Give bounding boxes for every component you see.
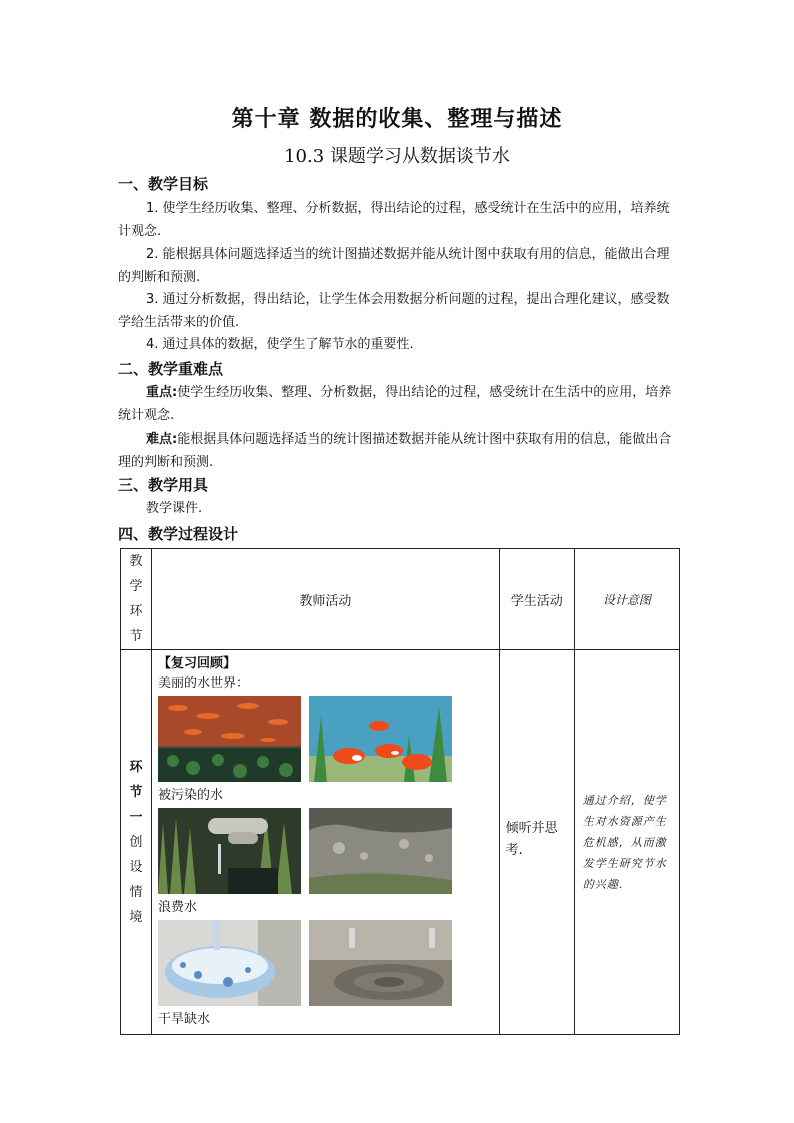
koi-pond-image (158, 696, 301, 782)
polluted-water-image (309, 808, 452, 894)
caption-waste: 浪费水 (158, 900, 198, 915)
key-point-label: 重点: (146, 385, 178, 400)
goal-item: 4. 通过具体的数据，使学生了解节水的重要性. (146, 337, 414, 352)
image-row (158, 808, 493, 894)
segment-char: 创 (129, 834, 143, 850)
header-intent: 设计意图 (574, 549, 679, 650)
tools-heading: 三、教学用具 (118, 476, 209, 494)
page-subtitle: 10.3 课题学习从数据谈节水 (284, 146, 510, 167)
hard-point (118, 428, 678, 474)
table-row (121, 650, 680, 1035)
keypoints-heading: 二、教学重难点 (118, 360, 224, 378)
design-intent-cell: 通过介绍，使学生对水资源产生危机感，从而激发学生研究节水的兴趣. (574, 650, 679, 1035)
segment-cell (121, 650, 152, 1035)
image-row (158, 920, 493, 1006)
process-table (120, 548, 680, 1035)
table-header-row (121, 549, 680, 650)
image-row (158, 696, 493, 782)
key-point-text: 使学生经历收集、整理、分析数据，得出结论的过程，感受统计在生活中的应用，培养统计观念. (118, 385, 672, 423)
segment-char: 环 (129, 759, 143, 775)
running-tap-image (309, 920, 452, 1006)
header-char: 环 (129, 604, 143, 619)
key-point (118, 381, 678, 427)
goals-heading: 一、教学目标 (118, 175, 209, 193)
page-title: 第十章 数据的收集、整理与描述 (231, 106, 563, 132)
tools-text: 教学课件. (146, 501, 203, 516)
polluted-pipe-image (158, 808, 301, 894)
segment-char: 境 (129, 909, 143, 925)
overflowing-basin-image (158, 920, 301, 1006)
caption-drought: 干旱缺水 (158, 1012, 211, 1027)
goal-item: 3. 通过分析数据，得出结论，让学生体会用数据分析问题的过程，提出合理化建议，感受数学给生活带来的价值. (118, 292, 670, 330)
caption-polluted: 被污染的水 (158, 788, 224, 803)
caption-beautiful: 美丽的水世界： (158, 676, 250, 691)
segment-char: 节 (129, 784, 143, 800)
goal-item: 2. 能根据具体问题选择适当的统计图描述数据并能从统计图中获取有用的信息，能做出合理的判断和预测. (118, 247, 670, 285)
header-char: 教 (129, 554, 143, 569)
segment-char: 设 (129, 859, 143, 875)
header-student: 学生活动 (499, 549, 574, 650)
goldfish-tank-image (309, 696, 452, 782)
goal-item: 1. 使学生经历收集、整理、分析数据，得出结论的过程，感受统计在生活中的应用，培养统计观念. (118, 201, 670, 239)
header-segment (121, 549, 152, 650)
teacher-activity-cell (152, 650, 500, 1035)
header-char: 节 (129, 629, 143, 644)
review-title: 【复习回顾】 (158, 656, 237, 671)
process-heading: 四、教学过程设计 (118, 525, 239, 543)
hard-point-text: 能根据具体问题选择适当的统计图描述数据并能从统计图中获取有用的信息，能做出合理的判断和预测. (118, 432, 672, 470)
header-teacher: 教师活动 (152, 549, 500, 650)
header-char: 学 (129, 579, 143, 594)
segment-char: 一 (129, 809, 143, 825)
segment-char: 情 (129, 884, 143, 900)
hard-point-label: 难点: (146, 432, 178, 447)
student-activity-cell: 倾听并思考. (499, 650, 574, 1035)
